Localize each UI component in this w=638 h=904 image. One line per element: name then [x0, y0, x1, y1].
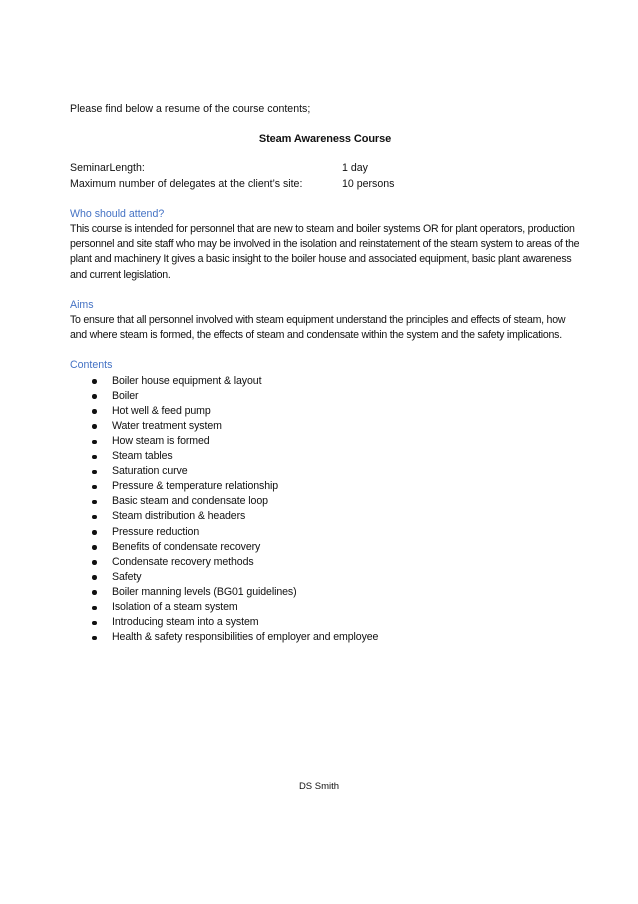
- bullet-icon: [92, 470, 97, 475]
- bullet-icon: [92, 590, 97, 595]
- list-item: Saturation curve: [70, 464, 580, 479]
- list-item: Basic steam and condensate loop: [70, 494, 580, 509]
- list-item: Boiler house equipment & layout: [70, 374, 580, 389]
- list-item: Hot well & feed pump: [70, 404, 580, 419]
- heading-aims: Aims: [70, 298, 94, 311]
- section-who: [70, 207, 580, 283]
- info-label-delegates: Maximum number of delegates at the client’s site:: [70, 177, 303, 190]
- list-item: How steam is formed: [70, 434, 580, 449]
- bullet-icon: [92, 545, 97, 550]
- info-row-delegates: [70, 177, 580, 192]
- bullet-icon: [92, 485, 97, 490]
- list-item: Water treatment system: [70, 419, 580, 434]
- list-item: Benefits of condensate recovery: [70, 540, 580, 555]
- bullet-icon: [92, 621, 97, 626]
- info-label-length: SeminarLength:: [70, 162, 145, 175]
- list-item: Pressure & temperature relationship: [70, 479, 580, 494]
- info-row-length: [70, 161, 580, 176]
- footer-author: DS Smith: [298, 781, 340, 792]
- bullet-icon: [92, 636, 97, 641]
- heading-contents: Contents: [70, 359, 113, 372]
- course-title: Steam Awareness Course: [258, 133, 392, 146]
- list-item: Safety: [70, 570, 580, 585]
- list-item: Pressure reduction: [70, 525, 580, 540]
- bullet-icon: [92, 455, 97, 460]
- list-item: Isolation of a steam system: [70, 600, 580, 615]
- course-info: [70, 161, 580, 191]
- bullet-icon: [92, 560, 97, 565]
- bullet-icon: [92, 515, 97, 520]
- list-item: Condensate recovery methods: [70, 555, 580, 570]
- list-item: Steam tables: [70, 449, 580, 464]
- bullet-icon: [92, 424, 97, 429]
- intro-text: Please find below a resume of the course contents;: [70, 103, 311, 115]
- bullet-icon: [92, 379, 97, 384]
- text-aims: To ensure that all personnel involved with steam equipment understand the principles and effects of steam, how and where steam is formed, the effects of steam and condensate within the system and the safety implications.: [70, 314, 566, 342]
- heading-who: Who should attend?: [70, 207, 165, 220]
- list-item: Boiler: [70, 389, 580, 404]
- bullet-icon: [92, 575, 97, 580]
- text-who: This course is intended for personnel that are new to steam and boiler systems OR for plant operators, production personnel and site staff who may be involved in the isolation and reinstatement of the steam system to areas of the plant and machinery It gives a basic insight to the boiler house and associated equipment, basic plant awareness and current legislation.: [70, 223, 580, 281]
- list-item: Introducing steam into a system: [70, 615, 580, 630]
- info-value-delegates: 10 persons: [342, 177, 395, 190]
- section-contents: [70, 358, 580, 645]
- bullet-icon: [92, 440, 97, 445]
- bullet-icon: [92, 500, 97, 505]
- document-body: [70, 102, 580, 645]
- bullet-icon: [92, 606, 97, 611]
- section-aims: [70, 298, 580, 344]
- bullet-icon: [92, 530, 97, 535]
- contents-list: [70, 374, 580, 646]
- list-item: Health & safety responsibilities of employer and employee: [70, 630, 580, 645]
- bullet-icon: [92, 409, 97, 414]
- bullet-icon: [92, 394, 97, 399]
- info-value-length: 1 day: [342, 162, 368, 175]
- list-item: Boiler manning levels (BG01 guidelines): [70, 585, 580, 600]
- list-item: Steam distribution & headers: [70, 509, 580, 524]
